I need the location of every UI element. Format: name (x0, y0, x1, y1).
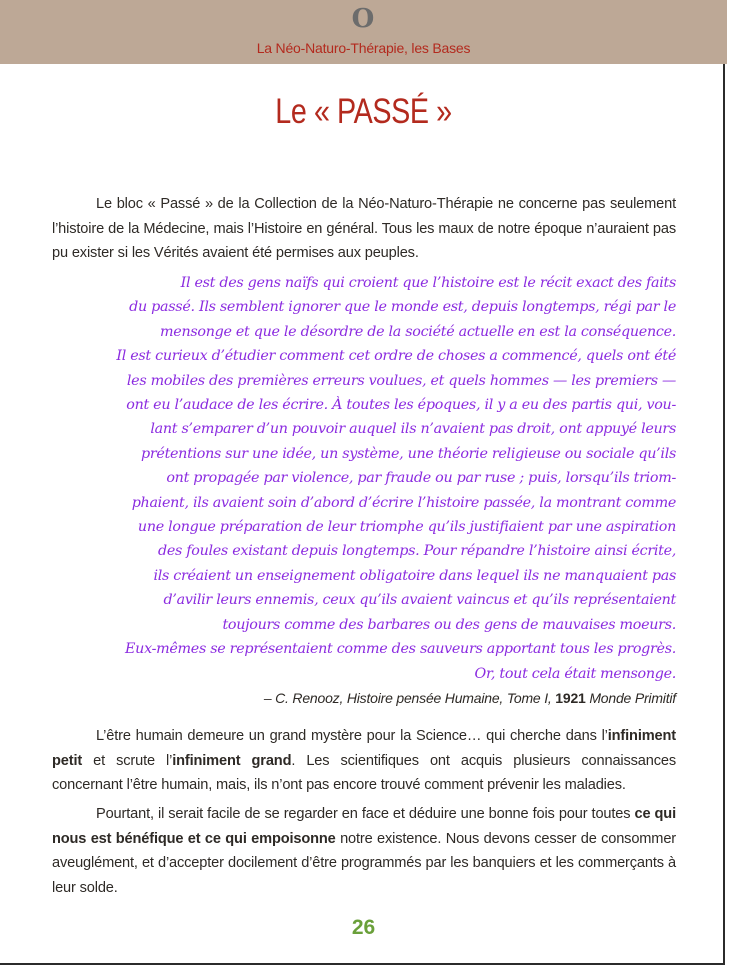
quote-line: ont propagée par violence, par fraude ou par ruse ; puis, lorsqu’ils triom- (166, 470, 676, 487)
quote-line: une longue préparation de leur triomphe qu’ils justifiaient par une aspiration (137, 519, 676, 536)
paragraph-pourtant (52, 802, 676, 900)
quote-line: phaient, ils avaient soin d’abord d’écrire l’histoire passée, la montrant comme (131, 494, 676, 511)
quote-line: ont eu l’audace de les écrire. À toutes les époques, il y a eu des partis qui, vou- (126, 397, 676, 414)
quote-line: lant s’emparer d’un pouvoir auquel ils n’avaient pas droit, ont appuyé leurs (150, 421, 676, 438)
quote-line: du passé. Ils semblent ignorer que le monde est, depuis longtemps, régi par le (129, 299, 676, 316)
paragraph-science (52, 724, 676, 798)
quote-line: ils créaient un enseignement obligatoire dans lequel ils ne manquaient pas (153, 567, 676, 584)
header-title: La Néo-Naturo-Thérapie, les Bases (256, 40, 471, 56)
quote-line: Or, tout cela était mensonge. (474, 665, 676, 682)
quote-line: toujours comme des barbares ou des gens de mauvaises moeurs. (222, 616, 676, 633)
para2-bold-infiniment-grand: infiniment grand (172, 752, 292, 769)
quote-line: les mobiles des premières erreurs voulues, et quels hommes — les premiers — (126, 372, 676, 389)
quote-line: d’avilir leurs ennemis, ceux qu’ils avaient vaincus et qu’ils représentaient (163, 592, 676, 609)
quote-line: mensonge et que le désordre de la société actuelle en est la conséquence. (160, 323, 676, 340)
citation (52, 690, 676, 706)
quote-line: Eux-mêmes se représentaient comme des sauveurs apportant tous les progrès. (125, 641, 676, 658)
intro-text: Le bloc « Passé » de la Collection de la Néo-Naturo-Thérapie ne concerne pas seulement l’histoire de la Médecine, mais l’Histoire en général. Tous les maux de notre époque n’auraient pas pu exister si les Vérités avaient été permises aux peuples. (52, 196, 676, 261)
para2-bold-infiniment-petit: infiniment petit (52, 728, 676, 769)
para2-text-c: et scrute l’ (82, 752, 173, 769)
citation-suffix: Monde Primitif (585, 690, 676, 706)
running-header (0, 0, 727, 64)
para2-text-d: . Les scientifiques ont acquis plusieurs connaissances concernant l’être humain, mais, ils n’ont pas encore trouvé comment prévenir les maladies. (52, 752, 676, 793)
intro-paragraph (52, 192, 676, 266)
quotation-block (52, 271, 676, 686)
citation-year: 1921 (555, 690, 586, 706)
quote-line: prétentions sur une idée, un système, une théorie religieuse ou sociale qu’ils (141, 445, 676, 462)
para2-text-a: L’être humain demeure un grand mystère pour la Science… qui cherche dans l’ (96, 728, 608, 744)
para3-bold: ce qui nous est bénéfique et ce qui empoisonne (52, 806, 676, 847)
quote-line: Il est des gens naïfs qui croient que l’histoire est le récit exact des faits (180, 275, 676, 291)
citation-prefix: – C. Renooz, Histoire pensée Humaine, Tome I, (263, 690, 556, 706)
para3-text-c: notre existence. Nous devons cesser de consommer aveuglément, et d’accepter docilement d’être programmés par les banquiers et les commerçants à leur solde. (52, 830, 676, 896)
page-number: 26 (351, 916, 376, 939)
quote-line: des foules existant depuis longtemps. Pour répandre l’histoire ainsi écrite, (157, 543, 676, 560)
para3-text-a: Pourtant, il serait facile de se regarder en face et déduire une bonne fois pour toutes (96, 806, 635, 822)
quote-line: Il est curieux d’étudier comment cet ordre de choses a commencé, quels ont été (116, 348, 676, 365)
page-title: Le « PASSÉ » (275, 92, 452, 131)
logo-icon: O (351, 4, 375, 34)
